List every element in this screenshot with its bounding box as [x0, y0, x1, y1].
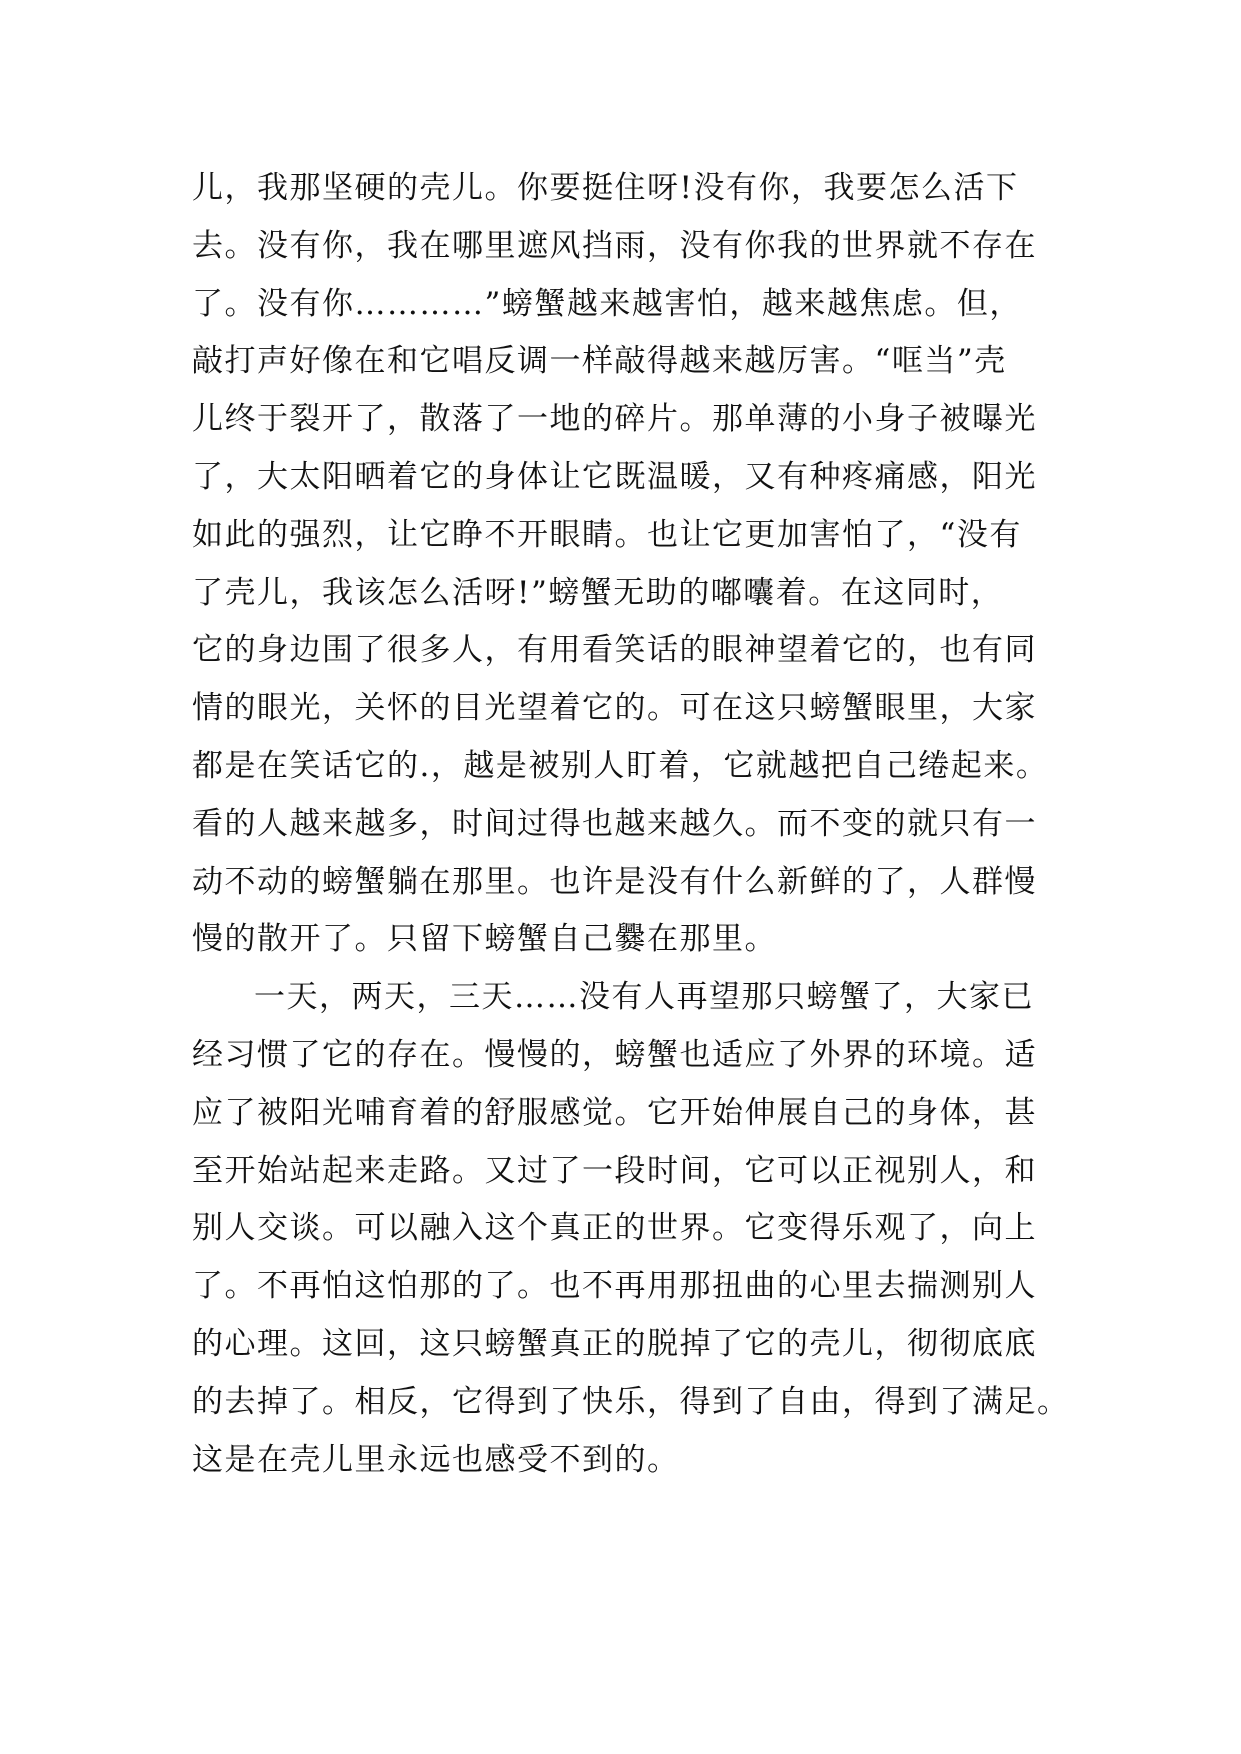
- text-line: 了，大太阳晒着它的身体让它既温暖，又有种疼痛感，阳光: [192, 458, 1037, 495]
- text-line: 至开始站起来走路。又过了一段时间，它可以正视别人，和: [192, 1152, 1037, 1189]
- text-line: 了。没有你…………”螃蟹越来越害怕，越来越焦虑。但，: [192, 285, 1022, 322]
- text-line: 应了被阳光哺育着的舒服感觉。它开始伸展自己的身体，甚: [192, 1094, 1037, 1131]
- text-line: 这是在壳儿里永远也感受不到的。: [192, 1441, 680, 1478]
- text-line: 别人交谈。可以融入这个真正的世界。它变得乐观了，向上: [192, 1210, 1037, 1247]
- text-line: 去。没有你，我在哪里遮风挡雨，没有你我的世界就不存在: [192, 227, 1037, 264]
- paragraph-2: [192, 969, 1092, 1489]
- text-line: 儿，我那坚硬的壳儿。你要挺住呀!没有你，我要怎么活下: [192, 170, 1019, 206]
- text-line: 它的身边围了很多人，有用看笑话的眼神望着它的，也有同: [192, 632, 1037, 669]
- text-line: 儿终于裂开了，散落了一地的碎片。那单薄的小身子被曝光: [192, 401, 1037, 438]
- text-line: 慢的散开了。只留下螃蟹自己爨在那里。: [192, 921, 777, 958]
- text-line: 动不动的螃蟹躺在那里。也许是没有什么新鲜的了，人群慢: [192, 863, 1037, 900]
- text-line: 一天，两天，三天……没有人再望那只螃蟹了，大家已: [254, 979, 1034, 1016]
- text-line: 情的眼光，关怀的目光望着它的。可在这只螃蟹眼里，大家: [192, 690, 1037, 727]
- text-line: 经习惯了它的存在。慢慢的，螃蟹也适应了外界的环境。适: [192, 1036, 1037, 1073]
- text-line: 敲打声好像在和它唱反调一样敲得越来越厉害。“哐当”壳: [192, 343, 1007, 380]
- text-line: 了壳儿，我该怎么活呀!”螃蟹无助的嘟囔着。在这同时，: [192, 574, 1004, 611]
- text-line: 的去掉了。相反，它得到了快乐，得到了自由，得到了满足。: [192, 1383, 1070, 1420]
- text-line: 如此的强烈，让它睁不开眼睛。也让它更加害怕了，“没有: [192, 516, 1022, 553]
- body-text: [192, 160, 1092, 1489]
- text-line: 的心理。这回，这只螃蟹真正的脱掉了它的壳儿，彻彻底底: [192, 1325, 1037, 1362]
- text-line: 看的人越来越多，时间过得也越来越久。而不变的就只有一: [192, 805, 1037, 842]
- text-line: 了。不再怕这怕那的了。也不再用那扭曲的心里去揣测别人: [192, 1268, 1037, 1305]
- paragraph-1: [192, 160, 1092, 969]
- text-line: 都是在笑话它的.，越是被别人盯着，它就越把自己绻起来。: [192, 747, 1049, 784]
